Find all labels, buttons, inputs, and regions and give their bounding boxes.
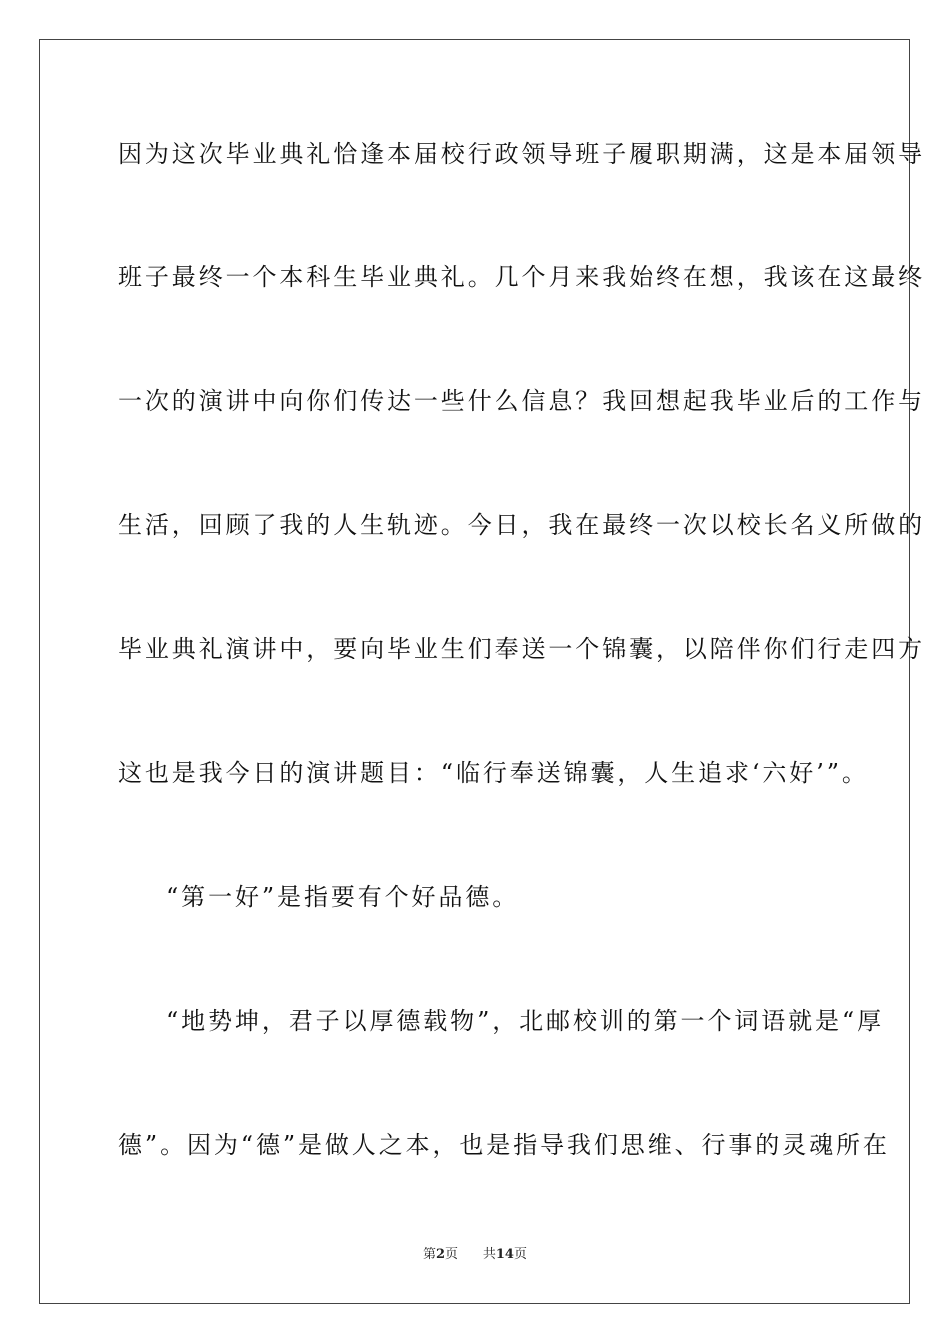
text-line-3: 一次的演讲中向你们传达一些什么信息？我回想起我毕业后的工作与 (118, 387, 925, 415)
page-footer (0, 1246, 950, 1264)
text-line-5: 毕业典礼演讲中，要向毕业生们奉送一个锦囊，以陪伴你们行走四方 (118, 635, 925, 663)
text-line-8: “地势坤，君子以厚德载物”，北邮校训的第一个词语就是“厚 (166, 1007, 885, 1035)
text-line-1: 因为这次毕业典礼恰逢本届校行政领导班子履职期满，这是本届领导 (118, 140, 925, 168)
page-border (39, 39, 925, 1304)
text-line-7: “第一好”是指要有个好品德。 (166, 883, 520, 911)
text-line-6: 这也是我今日的演讲题目：“临行奉送锦囊，人生追求‘六好’”。 (118, 759, 869, 787)
page-number-label: 第2页 (422, 1247, 459, 1262)
text-line-4: 生活，回顾了我的人生轨迹。今日，我在最终一次以校长名义所做的 (118, 511, 925, 539)
total-pages-label: 共14页 (482, 1247, 527, 1262)
text-line-9: 德”。因为“德”是做人之本，也是指导我们思维、行事的灵魂所在 (118, 1131, 890, 1159)
text-line-2: 班子最终一个本科生毕业典礼。几个月来我始终在想，我该在这最终 (118, 263, 925, 291)
